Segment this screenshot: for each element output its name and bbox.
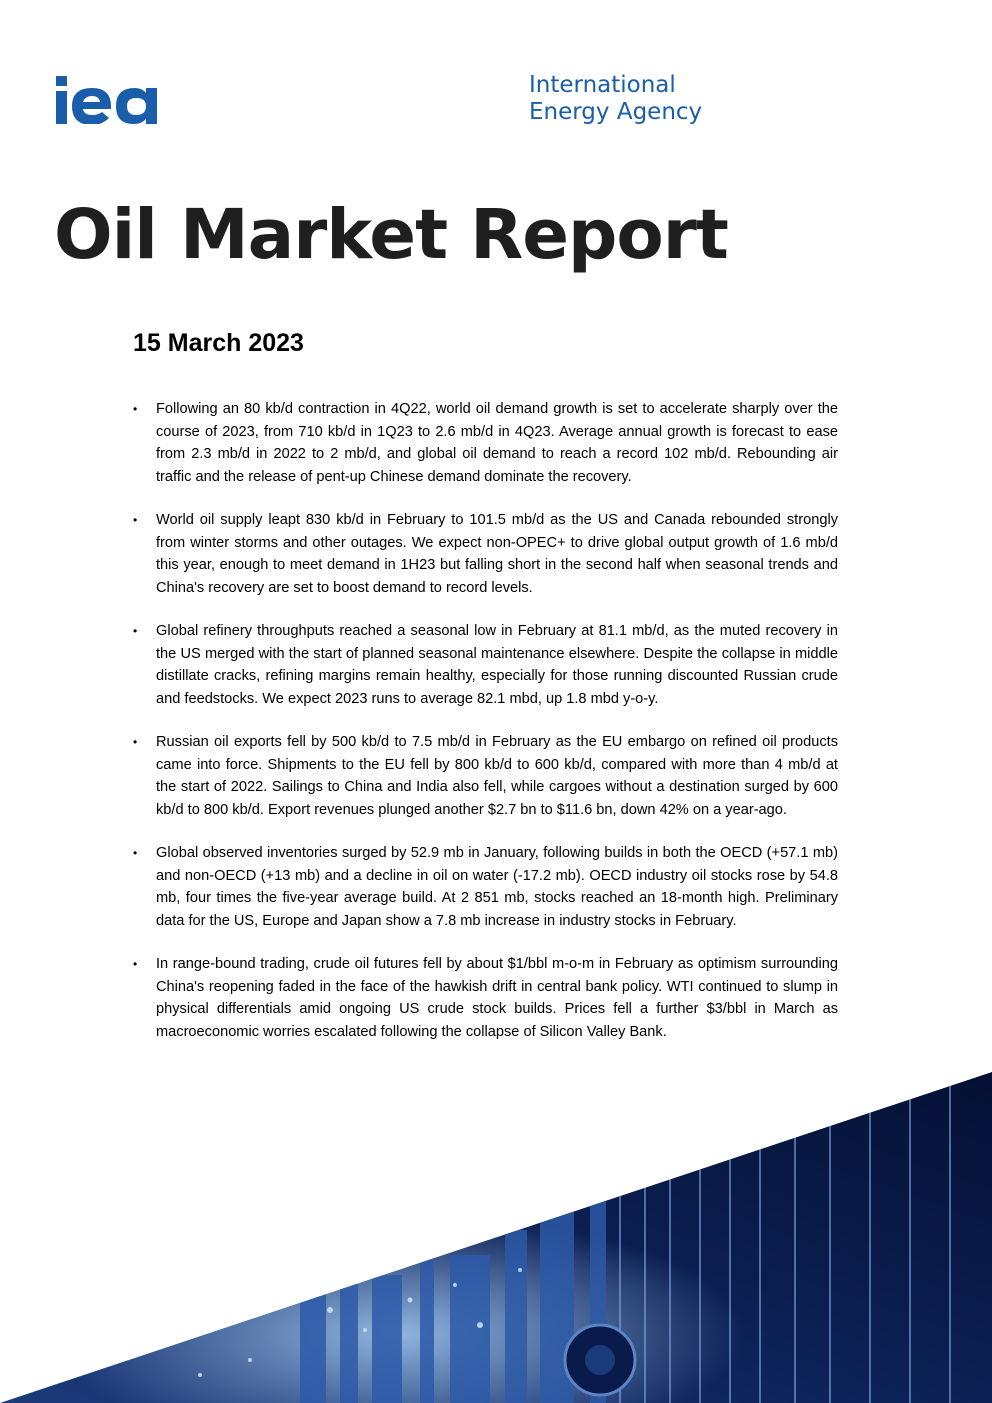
report-date: 15 March 2023 xyxy=(133,329,304,357)
org-name-line1: International xyxy=(529,72,676,98)
bullet-text: Russian oil exports fell by 500 kb/d to 7.5 mb/d in February as the EU embargo on refined oil products came into force. Shipments to the EU fell by 800 kb/d to 600 kb/d, compared with more than 4 mb/d at the start of 2022. Sailings to China and India also fell, while cargoes without a destination surged by 600 kb/d to 800 kb/d. Export revenues plunged another $2.7 bn to $11.6 bn, down 42% on a year-ago. xyxy=(156,734,838,818)
bullet-icon: • xyxy=(133,957,138,971)
highlights-list xyxy=(133,398,838,1064)
bullet-icon: • xyxy=(133,402,138,416)
org-name-line2: Energy Agency xyxy=(529,99,703,125)
list-item xyxy=(133,842,838,932)
report-title: Oil Market Report xyxy=(54,195,728,275)
list-item xyxy=(133,620,838,710)
bullet-icon: • xyxy=(133,846,138,860)
bullet-icon: • xyxy=(133,513,138,527)
bullet-text: World oil supply leapt 830 kb/d in February to 101.5 mb/d as the US and Canada rebounded strongly from winter storms and other outages. We expect non-OPEC+ to drive global output growth of 1.6 mb/d this year, enough to meet demand in 1H23 but falling short in the second half when seasonal trends and China's recovery are set to boost demand to record levels. xyxy=(156,512,838,596)
list-item xyxy=(133,509,838,599)
list-item xyxy=(133,953,838,1043)
bullet-text: Global observed inventories surged by 52.9 mb in January, following builds in both the OECD (+57.1 mb) and non-OECD (+13 mb) and a decline in oil on water (-17.2 mb). OECD industry oil stocks rose by 54.8 mb, four times the five-year average build. At 2 851 mb, stocks reached an 18-month high. Preliminary data for the US, Europe and Japan show a 7.8 mb increase in industry stocks in February. xyxy=(156,845,838,929)
bullet-icon: • xyxy=(133,735,138,749)
bullet-text: Global refinery throughputs reached a seasonal low in February at 81.1 mb/d, as the muted recovery in the US merged with the start of planned seasonal maintenance elsewhere. Despite the collapse in middle distillate cracks, refining margins remain healthy, especially for those running discounted Russian crude and feedstocks. We expect 2023 runs to average 82.1 mbd, up 1.8 mbd y-o-y. xyxy=(156,623,838,707)
bullet-icon: • xyxy=(133,624,138,638)
bullet-text: Following an 80 kb/d contraction in 4Q22, world oil demand growth is set to accelerate sharply over the course of 2023, from 710 kb/d in 1Q23 to 2.6 mb/d in 4Q23. Average annual growth is forecast to ease from 2.3 mb/d in 2022 to 2 mb/d, and global oil demand to reach a record 102 mb/d. Rebounding air traffic and the release of pent-up Chinese demand dominate the recovery. xyxy=(156,401,838,485)
list-item xyxy=(133,398,838,488)
list-item xyxy=(133,731,838,821)
bullet-text: In range-bound trading, crude oil futures fell by about $1/bbl m-o-m in February as optimism surrounding China's reopening faded in the face of the hawkish drift in central bank policy. WTI continued to slump in physical differentials amid ongoing US crude stock builds. Prices fell a further $3/bbl in March as macroeconomic worries escalated following the collapse of Silicon Valley Bank. xyxy=(156,956,838,1040)
refinery-cover-image xyxy=(0,1060,992,1403)
iea-logo xyxy=(56,76,176,124)
organization-name xyxy=(529,72,702,126)
